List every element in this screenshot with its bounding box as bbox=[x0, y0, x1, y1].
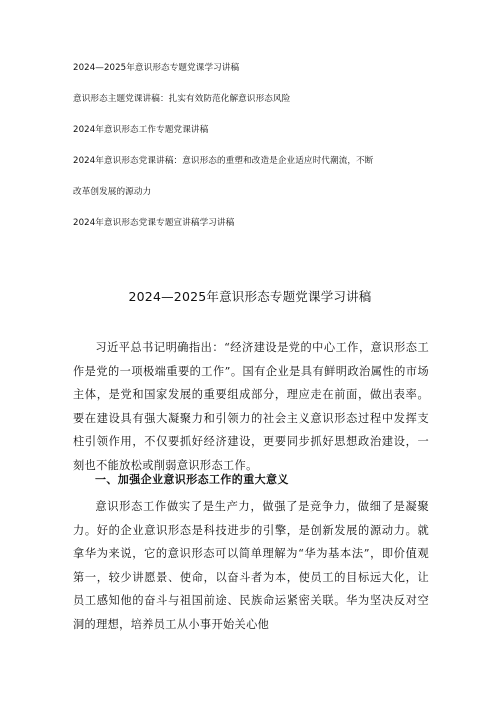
toc-item[interactable]: 2024—2025年意识形态专题党课学习讲稿 bbox=[73, 63, 240, 73]
toc-item[interactable]: 2024年意识形态党课专题宣讲稿学习讲稿 bbox=[73, 218, 235, 228]
body-paragraph: 意识形态工作做实了是生产力，做强了是竞争力，做细了是凝聚力。好的企业意识形态是科技进步的引擎，是创新发展的源动力。就拿华为来说，它的意识形态可以简单理解为“华为基本法”，即价值观第一，较少讲愿景、使命，以奋斗者为本，使员工的目标远大化，让员工感知他的奋斗与祖国前途、民族命运紧密关联。华为坚决反对空洞的理想，培养员工从小事开始关心他 bbox=[73, 500, 429, 631]
toc-item[interactable]: 意识形态主题党课讲稿：扎实有效防范化解意识形态风险 bbox=[73, 94, 291, 104]
document-title: 2024—2025年意识形态专题党课学习讲稿 bbox=[128, 289, 372, 304]
section-heading: 一、加强企业意识形态工作的重大意义 bbox=[95, 473, 289, 486]
toc-item[interactable]: 2024年意识形态工作专题党课讲稿 bbox=[73, 125, 209, 135]
toc-item-continuation[interactable]: 改革创发展的源动力 bbox=[73, 187, 152, 197]
body-paragraph: 习近平总书记明确指出：“经济建设是党的中心工作，意识形态工作是党的一项极端重要的工作”。国有企业是具有鲜明政治属性的市场主体，是党和国家发展的重要组成部分，理应走在前面，做出表率。要在建设具有强大凝聚力和引领力的社会主义意识形态过程中发挥支柱引领作用，不仅要抓好经济建设，更要同步抓好思想政治建设，一刻也不能放松或削弱意识形态工作。 bbox=[73, 341, 429, 472]
toc-item[interactable]: 2024年意识形态党课讲稿：意识形态的重塑和改造是企业适应时代潮流，不断 bbox=[73, 156, 374, 166]
